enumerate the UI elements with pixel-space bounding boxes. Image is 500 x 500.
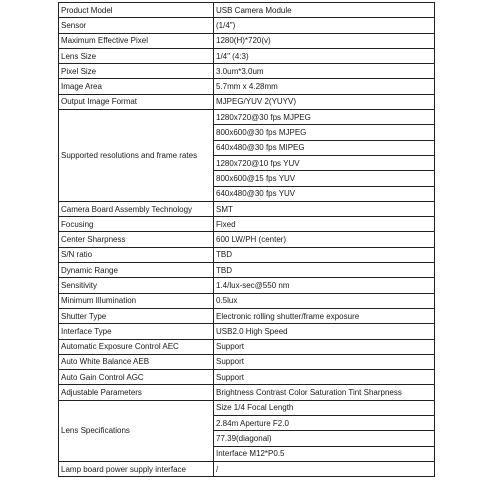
spec-label-cell: Pixel Size: [59, 64, 214, 79]
spec-value-cell: 1280(H)*720(v): [214, 33, 435, 48]
spec-label-cell: Product Model: [59, 3, 214, 18]
spec-value-cell: 77.39(diagonal): [214, 431, 435, 446]
spec-value-cell: 5.7mm x 4.28mm: [214, 79, 435, 94]
spec-value-cell: Electronic rolling shutter/frame exposure: [214, 308, 435, 323]
spec-label-cell: Lens Specifications: [59, 400, 214, 461]
spec-row: [59, 232, 435, 247]
spec-value-cell: 640x480@30 fps MIPEG: [214, 140, 435, 155]
spec-value-cell: 640x480@30 fps YUV: [214, 186, 435, 201]
spec-label-cell: Minimum Illumination: [59, 293, 214, 308]
spec-row: [59, 324, 435, 339]
spec-value-cell: (1/4"): [214, 18, 435, 33]
spec-row: [59, 247, 435, 262]
spec-value-cell: TBD: [214, 247, 435, 262]
spec-label-cell: Auto Gain Control AGC: [59, 370, 214, 385]
spec-value-cell: Support: [214, 339, 435, 354]
spec-value-cell: USB Camera Module: [214, 3, 435, 18]
spec-value-cell: 1.4/lux-sec@550 nm: [214, 278, 435, 293]
spec-row: [59, 201, 435, 216]
spec-row: [59, 400, 435, 415]
spec-label-cell: Adjustable Parameters: [59, 385, 214, 400]
spec-value-cell: 2.84m Aperture F2.0: [214, 416, 435, 431]
spec-table-body: [59, 3, 435, 477]
spec-value-cell: Support: [214, 354, 435, 369]
spec-row: [59, 263, 435, 278]
spec-row: [59, 370, 435, 385]
spec-row: [59, 354, 435, 369]
spec-row: [59, 110, 435, 125]
spec-value-cell: 1280x720@30 fps MJPEG: [214, 110, 435, 125]
spec-label-cell: Shutter Type: [59, 308, 214, 323]
spec-value-cell: 1280x720@10 fps YUV: [214, 155, 435, 170]
spec-label-cell: Dynamic Range: [59, 263, 214, 278]
spec-row: [59, 3, 435, 18]
spec-label-cell: S/N ratio: [59, 247, 214, 262]
spec-row: [59, 33, 435, 48]
spec-value-cell: 0.5lux: [214, 293, 435, 308]
spec-label-cell: Lens Size: [59, 48, 214, 63]
spec-row: [59, 308, 435, 323]
spec-label-cell: Supported resolutions and frame rates: [59, 110, 214, 202]
spec-value-cell: Size 1/4 Focal Length: [214, 400, 435, 415]
spec-value-cell: 600 LW/PH (center): [214, 232, 435, 247]
spec-row: [59, 278, 435, 293]
spec-label-cell: Automatic Exposure Control AEC: [59, 339, 214, 354]
spec-value-cell: Fixed: [214, 217, 435, 232]
spec-row: [59, 94, 435, 109]
spec-value-cell: Brightness Contrast Color Saturation Tint Sharpness: [214, 385, 435, 400]
spec-label-cell: Interface Type: [59, 324, 214, 339]
spec-table: [58, 2, 435, 477]
spec-value-cell: Interface M12*P0.5: [214, 446, 435, 461]
spec-label-cell: Output Image Format: [59, 94, 214, 109]
spec-label-cell: Center Sharpness: [59, 232, 214, 247]
spec-label-cell: Camera Board Assembly Technology: [59, 201, 214, 216]
spec-row: [59, 79, 435, 94]
spec-value-cell: MJPEG/YUV 2(YUYV): [214, 94, 435, 109]
spec-label-cell: Sensitivity: [59, 278, 214, 293]
spec-row: [59, 461, 435, 476]
spec-value-cell: TBD: [214, 263, 435, 278]
spec-label-cell: Focusing: [59, 217, 214, 232]
spec-value-cell: /: [214, 461, 435, 476]
spec-row: [59, 64, 435, 79]
spec-label-cell: Sensor: [59, 18, 214, 33]
spec-value-cell: SMT: [214, 201, 435, 216]
spec-row: [59, 217, 435, 232]
spec-row: [59, 18, 435, 33]
spec-row: [59, 48, 435, 63]
spec-value-cell: Support: [214, 370, 435, 385]
spec-row: [59, 293, 435, 308]
spec-label-cell: Auto White Balance AEB: [59, 354, 214, 369]
spec-label-cell: Lamp board power supply interface: [59, 461, 214, 476]
spec-value-cell: 800x600@30 fps MJPEG: [214, 125, 435, 140]
spec-value-cell: USB2.0 High Speed: [214, 324, 435, 339]
spec-row: [59, 339, 435, 354]
spec-value-cell: 800x600@15 fps YUV: [214, 171, 435, 186]
spec-value-cell: 1/4" (4:3): [214, 48, 435, 63]
spec-row: [59, 385, 435, 400]
spec-label-cell: Image Area: [59, 79, 214, 94]
spec-value-cell: 3.0um*3.0um: [214, 64, 435, 79]
spec-label-cell: Maximum Effective Pixel: [59, 33, 214, 48]
